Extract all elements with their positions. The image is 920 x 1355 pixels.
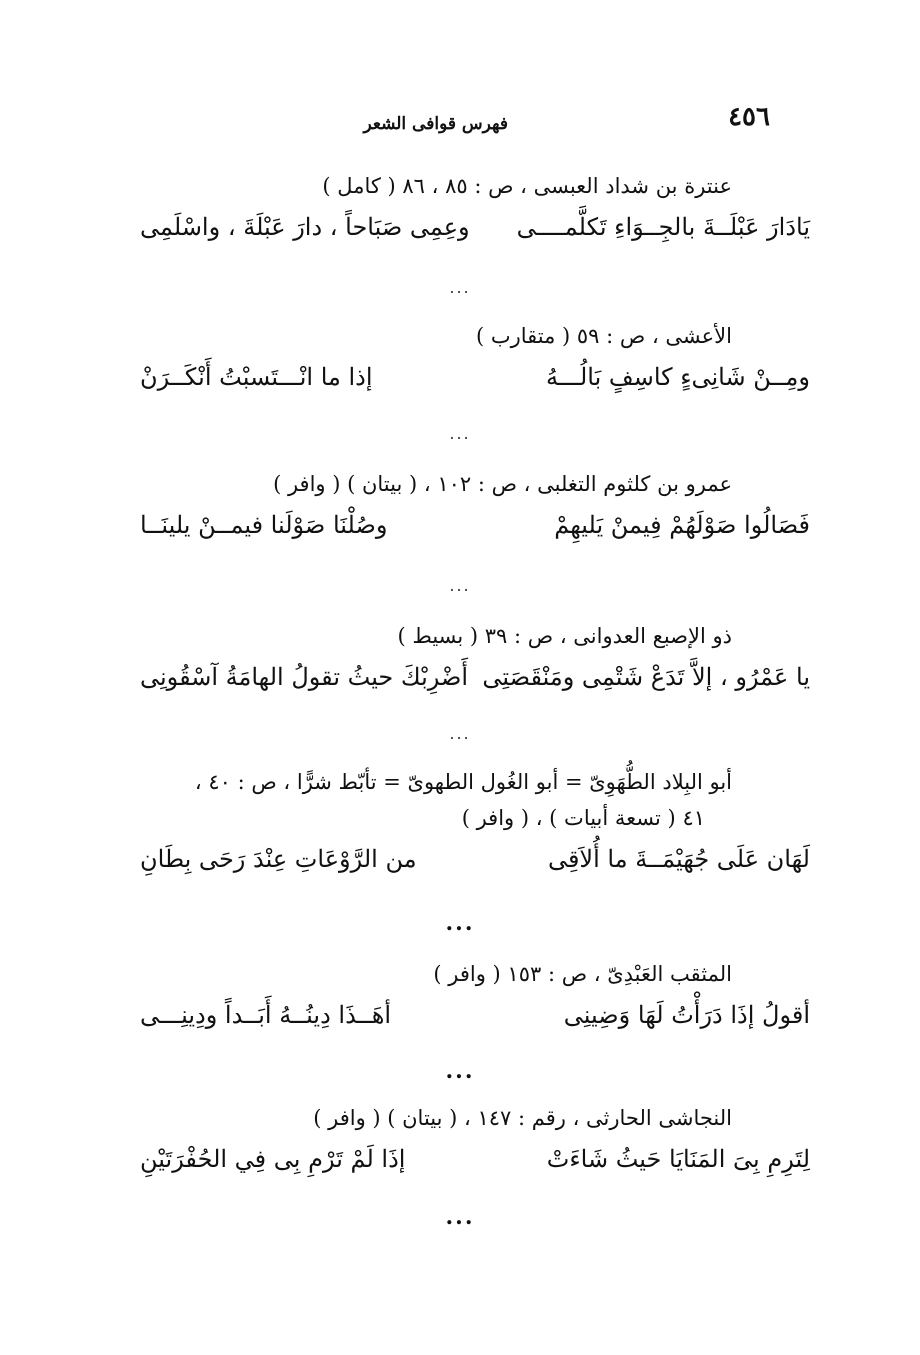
verse-line xyxy=(140,656,810,698)
verse-line xyxy=(140,356,810,398)
verse-second-hemistich: من الرَّوْعَاتِ عِنْدَ رَحَى بِطَانِ xyxy=(140,845,417,873)
verse-second-hemistich: وصُلْنَا صَوْلَنا فيمــنْ يلينَــا xyxy=(140,511,388,539)
verse-first-hemistich: فَصَالُوا صَوْلَهُمْ فِيمنْ يَليهِمْ xyxy=(554,511,810,539)
poem-entry xyxy=(140,318,810,398)
poet-reference: عمرو بن كلثوم التغلبى ، ص : ١٠٢ ، ( بيتان ) ( وافر ) xyxy=(273,472,732,496)
poem-entry xyxy=(140,1100,810,1180)
entry-separator: ... xyxy=(445,1204,475,1230)
page-header xyxy=(130,102,770,142)
poet-reference: عنترة بن شداد العبسى ، ص : ٨٥ ، ٨٦ ( كامل ) xyxy=(322,174,732,198)
verse-line xyxy=(140,994,810,1036)
poem-entry xyxy=(140,466,810,546)
verse-line xyxy=(140,1138,810,1180)
poem-entry xyxy=(140,764,810,880)
entry-separator: ... xyxy=(449,424,471,443)
verse-second-hemistich: إذا ما انْـــتَسبْتُ أَنْكَــرَنْ xyxy=(140,363,373,391)
poem-entry xyxy=(140,618,810,698)
entry-separator: ... xyxy=(445,910,475,936)
entry-separator: ... xyxy=(449,576,471,595)
running-title: فهرس قوافى الشعر xyxy=(363,114,508,134)
verse-first-hemistich: يا عَمْرُو ، إلاَّ تَدَعْ شَتْمِى ومَنْقَصَتِى xyxy=(482,663,810,691)
poet-reference: أبو البِلاد الطُّهَوِىّ = أبو الغُول الطهوىّ = تأبّط شرًّا ، ص : ٤٠ ، xyxy=(194,770,732,794)
verse-first-hemistich: ومِــنْ شَانِىءٍ كاسِفٍ بَالُـــهُ xyxy=(545,363,810,391)
poet-reference: الأعشى ، ص : ٥٩ ( متقارب ) xyxy=(475,324,732,348)
verse-first-hemistich: يَادَارَ عَبْلَــةَ بالجِــوَاءِ تَكلَّمــــى xyxy=(516,213,810,241)
verse-line xyxy=(140,838,810,880)
verse-first-hemistich: أقولُ إذَا دَرَأْتُ لَهَا وَضِينِى xyxy=(563,1001,810,1029)
verse-second-hemistich: أهَــذَا دِينُــهُ أَبَــداً ودِينِـــى xyxy=(140,1001,392,1029)
poet-reference: النجاشى الحارثى ، رقم : ١٤٧ ، ( بيتان ) ( وافر ) xyxy=(313,1106,732,1130)
poet-reference-continued: ٤١ ( تسعة أبيات ) ، ( وافر ) xyxy=(461,806,705,830)
entry-separator: ... xyxy=(445,1058,475,1084)
entry-separator: ... xyxy=(449,278,471,297)
poem-entry xyxy=(140,168,810,248)
verse-line xyxy=(140,206,810,248)
verse-first-hemistich: لَهَان عَلَى جُهَيْمَــةَ ما أُلاَقِى xyxy=(547,845,810,873)
poet-reference: المثقب العَبْدِىّ ، ص : ١٥٣ ( وافر ) xyxy=(433,962,732,986)
verse-second-hemistich: وعِمِى صَبَاحاً ، دارَ عَبْلَةَ ، واسْلَمِى xyxy=(140,213,470,241)
verse-first-hemistich: لِتَرِمِ بِىَ المَنَايَا حَيثُ شَاءَتْ xyxy=(546,1145,810,1173)
verse-second-hemistich: أَضْرِبْكَ حيثُ تقولُ الهامَةُ آسْقُونِى xyxy=(140,663,469,691)
verse-second-hemistich: إذَا لَمْ تَرْمِ بِى فِي الحُفْرَتَيْنِ xyxy=(140,1145,406,1173)
poet-reference: ذو الإصبع العدوانى ، ص : ٣٩ ( بسيط ) xyxy=(397,624,732,648)
page-number: ٤٥٦ xyxy=(728,102,770,132)
poem-entry xyxy=(140,956,810,1036)
entry-separator: ... xyxy=(449,724,471,743)
verse-line xyxy=(140,504,810,546)
